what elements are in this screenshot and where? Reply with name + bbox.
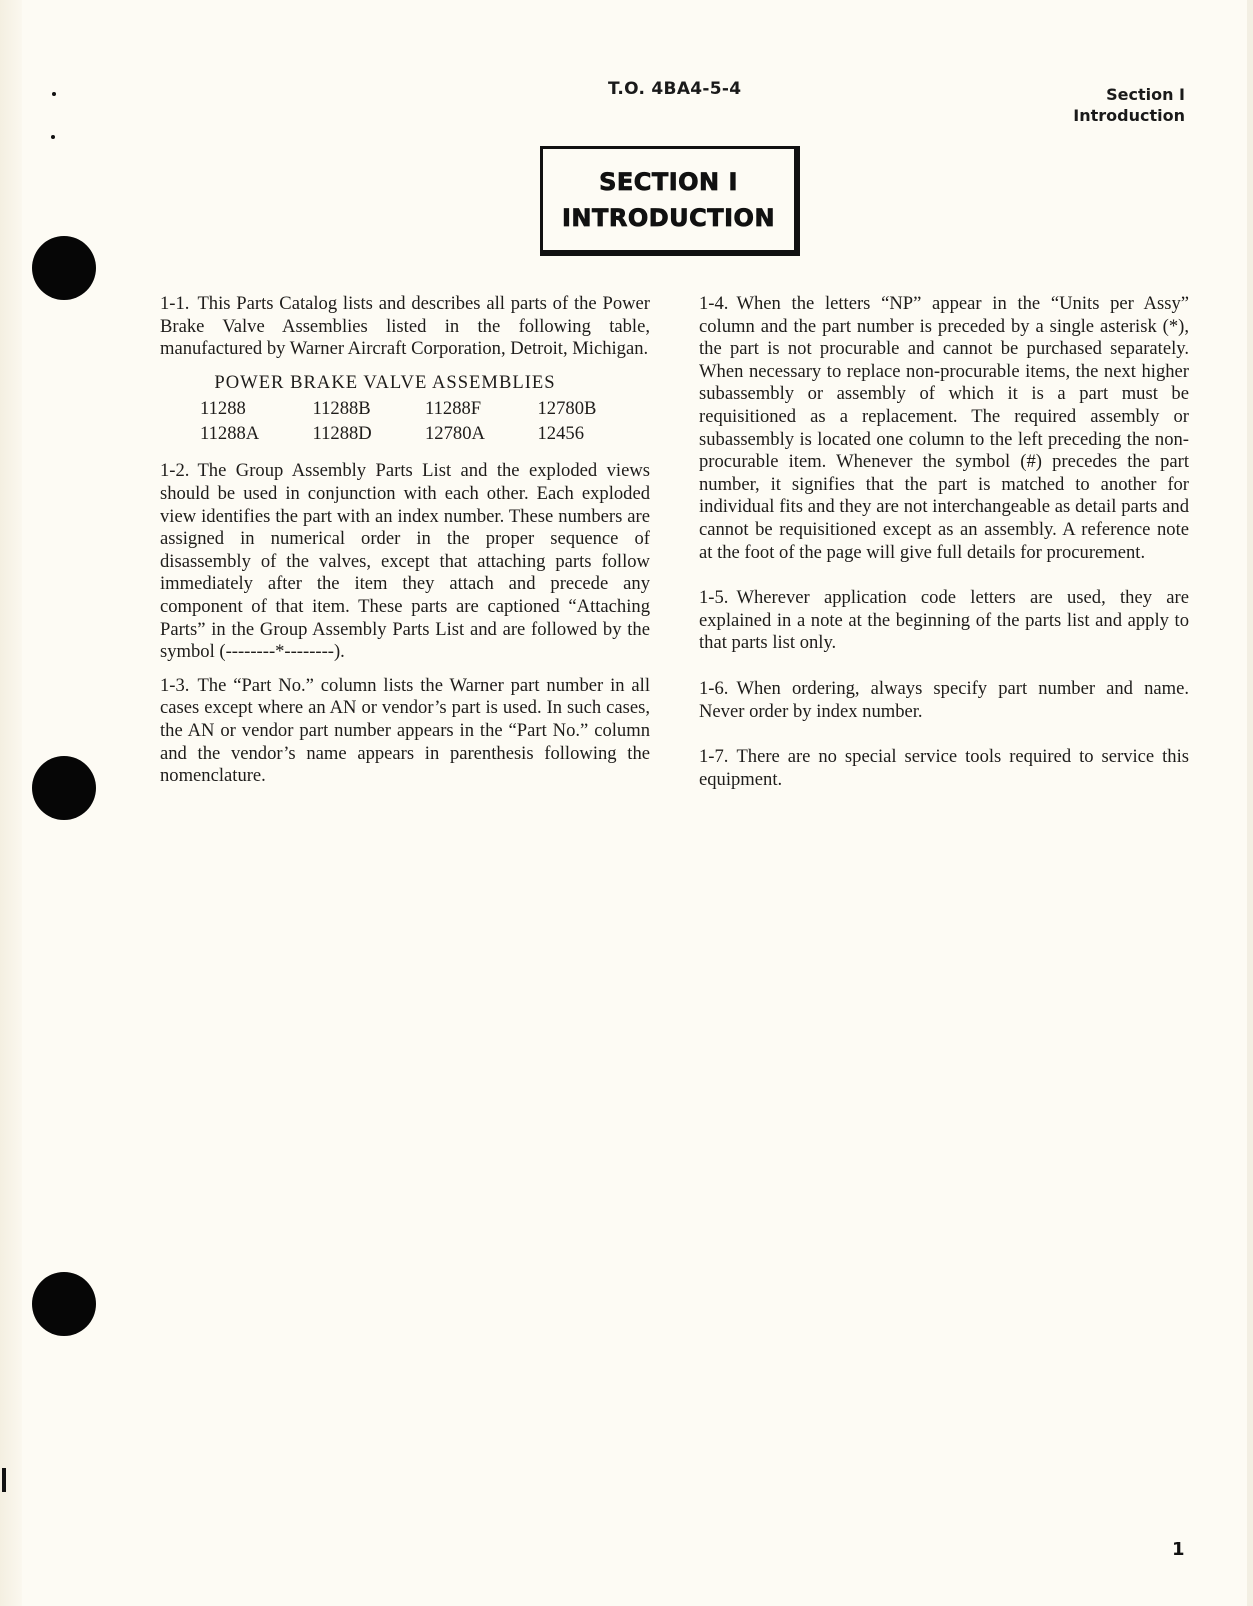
table-cell: 12780A [425, 423, 485, 445]
binder-hole-bottom [32, 1272, 96, 1336]
paragraph-1-2 [160, 460, 650, 663]
paragraph-1-7 [699, 746, 1189, 791]
document-number: T.O. 4BA4-5-4 [608, 79, 742, 99]
page-left-edge [0, 0, 22, 1606]
margin-mark [2, 1468, 6, 1492]
section-label: Section I [1106, 85, 1185, 104]
section-name: Introduction [1073, 106, 1185, 125]
page-number: 1 [1172, 1539, 1185, 1560]
paragraph-number: 1-2. [160, 460, 190, 482]
table-cell: 11288 [200, 398, 246, 420]
paragraph-number: 1-6. [699, 677, 729, 699]
assemblies-table [160, 372, 650, 447]
table-row [160, 396, 650, 421]
table-row [160, 421, 650, 446]
paragraph-1-6 [699, 678, 1189, 723]
paragraph-text: This Parts Catalog lists and describes all parts of the Power Brake Valve Assemblies listed in the following table, manufactured by Warner Aircraft Corporation, Detroit, Michigan. [160, 293, 650, 360]
paragraph-number: 1-5. [699, 587, 729, 609]
paragraph-text: Wherever application code letters are used, they are explained in a note at the beginning of the parts list and apply to that parts list only. [699, 587, 1189, 654]
assemblies-table-title: POWER BRAKE VALVE ASSEMBLIES [214, 371, 556, 393]
table-cell: 11288B [312, 398, 371, 420]
paragraph-number: 1-1. [160, 293, 190, 314]
margin-dot [51, 135, 55, 139]
page-right-edge [1247, 0, 1253, 1606]
margin-dot [52, 92, 56, 96]
paragraph-number: 1-7. [699, 746, 729, 768]
paragraph-text: When the letters “NP” appear in the “Units per Assy” column and the part number is preceded by a single asterisk (*), the part is not procurable and cannot be purchased separately. When necessary to replace non-procurable items, the next higher subassembly or assembly of which it is a part must be requisitioned as a replacement. The required assembly or subassembly is located one column to the left preceding the non-procurable item. Whenever the symbol (#) precedes the part number, it signifies that the part is matched to another for individual fits and they are not interchangeable as detail parts and cannot be requisitioned except as an assembly. A reference note at the foot of the page will give full details for procurement. [699, 293, 1189, 563]
section-title-line1: SECTION I [599, 167, 738, 196]
paragraph-1-3 [160, 675, 650, 788]
paragraph-text: The Group Assembly Parts List and the exploded views should be used in conjunction with each other. Each exploded view identifies the part with an index number. These numbers are assigned in numerical order in the proper sequence of disassembly of the valves, except that attaching parts follow immediately after the item they attach and precede any component of that item. These parts are captioned “Attaching Parts” in the Group Assembly Parts List and are followed by the symbol (--------*--------). [160, 460, 650, 663]
paragraph-text: The “Part No.” column lists the Warner part number in all cases except where an AN or vendor’s part is used. In such cases, the AN or vendor part number appears in the “Part No.” column and the vendor’s name appears in parenthesis following the nomenclature. [160, 674, 650, 787]
section-title-line2: INTRODUCTION [561, 203, 776, 232]
binder-hole-top [32, 236, 96, 300]
binder-hole-middle [32, 756, 96, 820]
paragraph-1-1 [160, 293, 650, 361]
table-cell: 11288A [200, 423, 260, 445]
table-cell: 11288D [312, 423, 372, 445]
left-column [160, 293, 650, 799]
running-header [1073, 84, 1185, 126]
paragraph-number: 1-3. [160, 674, 190, 696]
paragraph-1-4 [699, 293, 1189, 564]
table-cell: 12456 [537, 423, 584, 445]
paragraph-1-5 [699, 587, 1189, 655]
paragraph-text: When ordering, always specify part number and name. Never order by index number. [699, 677, 1189, 722]
paragraph-text: There are no special service tools required to service this equipment. [699, 746, 1189, 790]
right-column [699, 293, 1189, 802]
table-cell: 11288F [425, 398, 482, 420]
paragraph-number: 1-4. [699, 293, 729, 314]
table-cell: 12780B [537, 398, 597, 420]
section-title-box [540, 146, 800, 256]
